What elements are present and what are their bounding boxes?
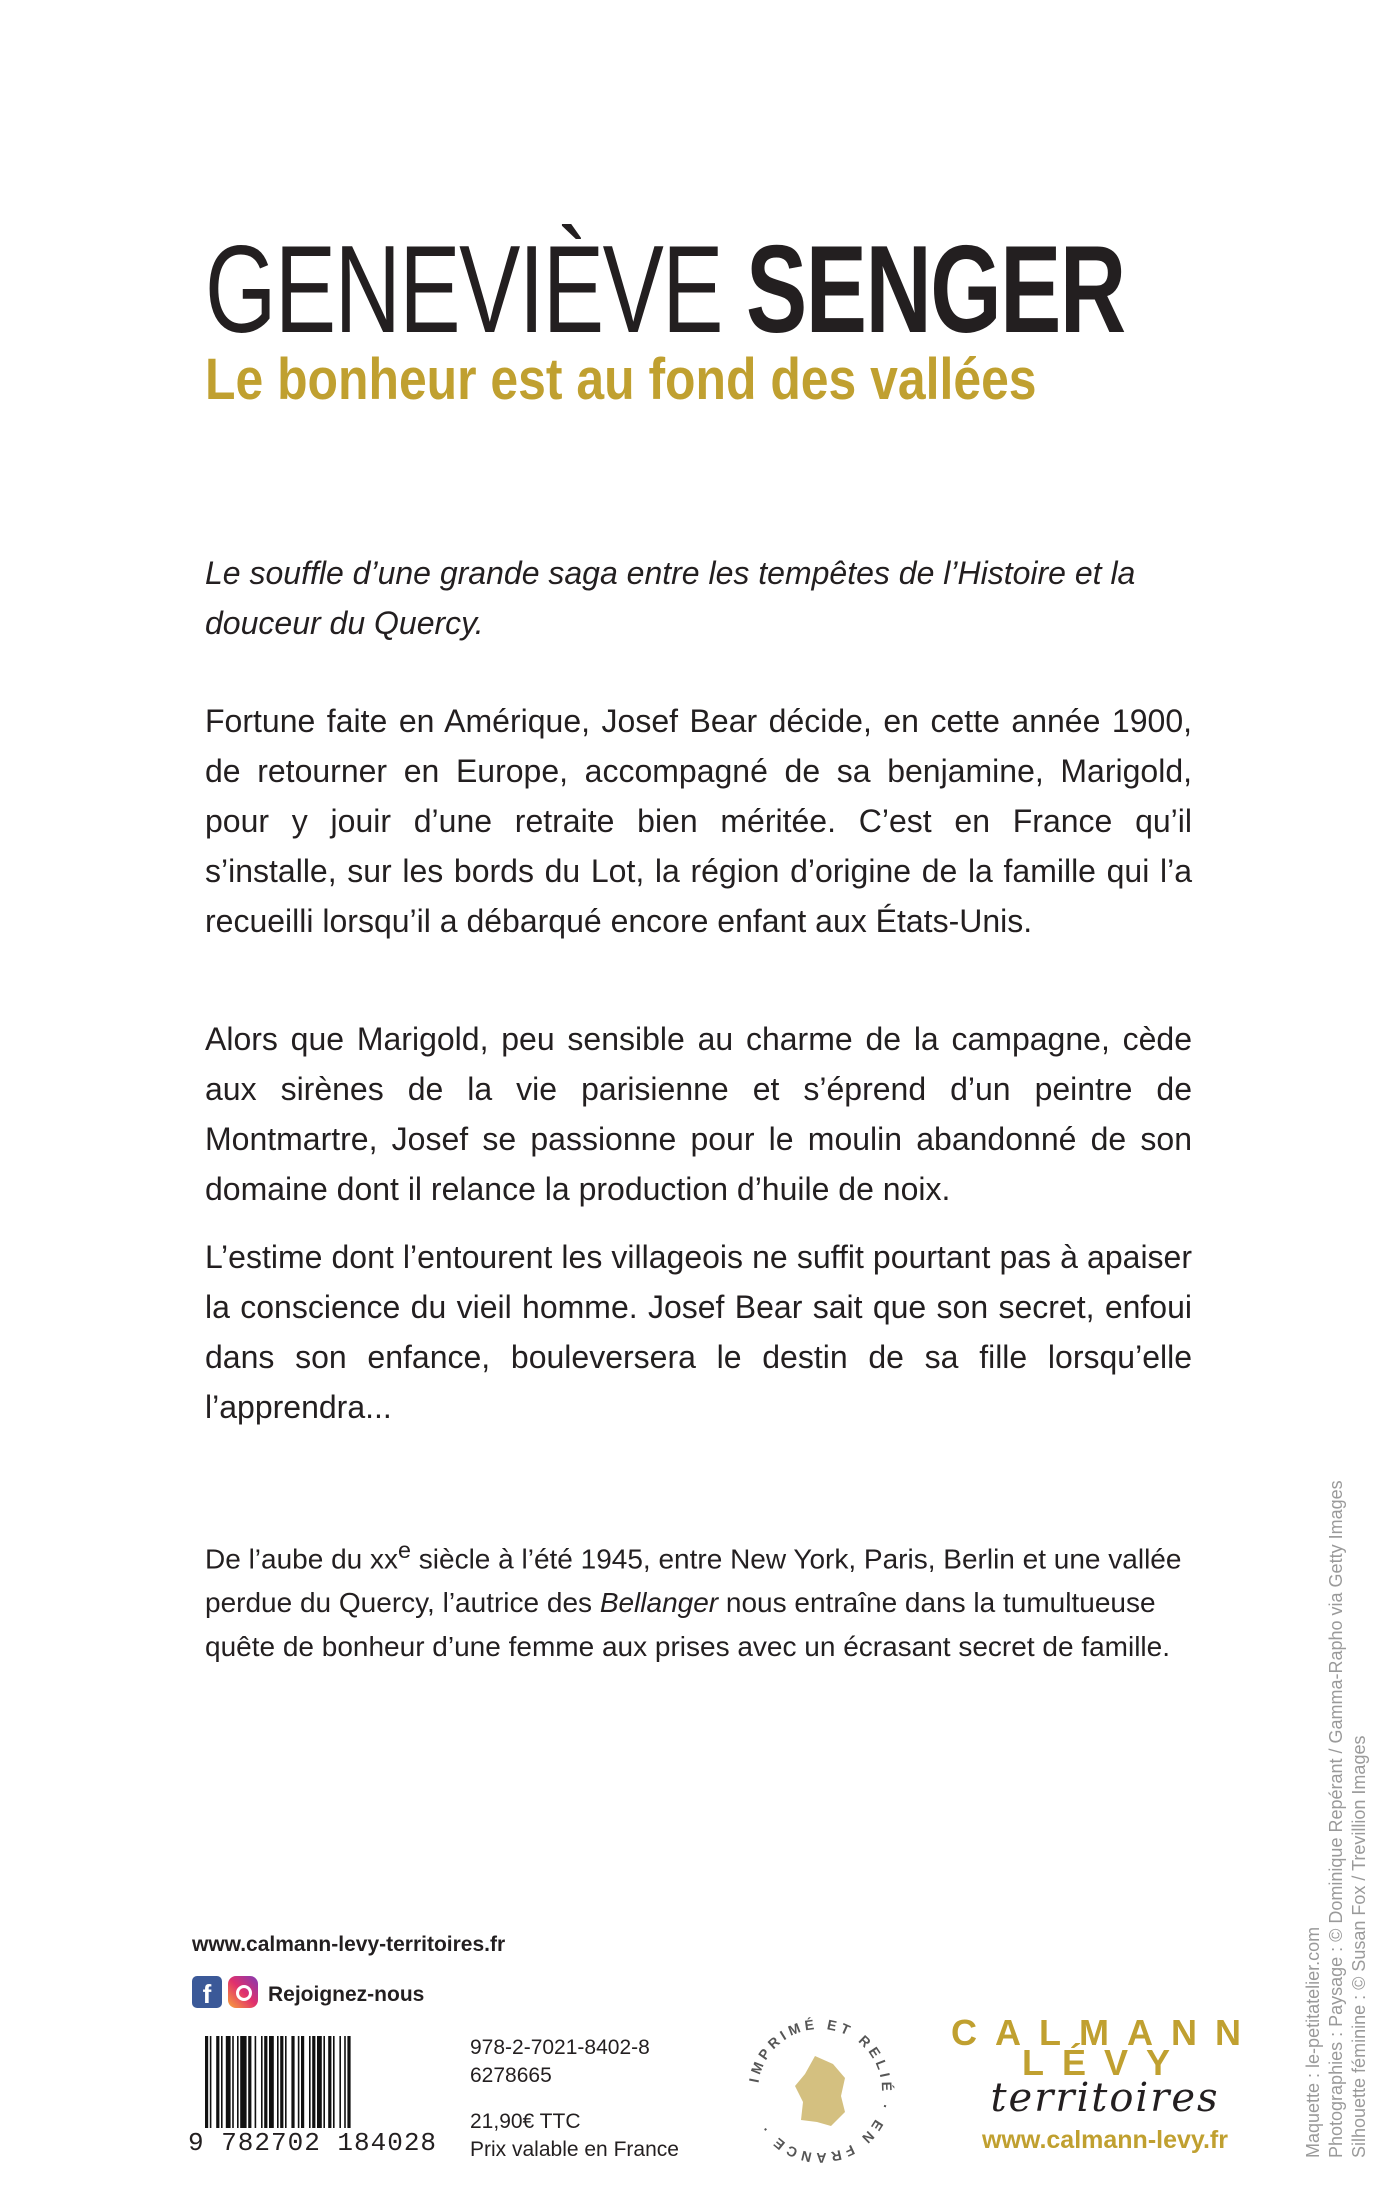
svg-text:IMPRIMÉ ET RELIÉ · EN FRANCE ·: IMPRIMÉ ET RELIÉ · EN FRANCE · bbox=[745, 2016, 895, 2166]
barcode-bar bbox=[255, 2036, 257, 2140]
barcode-bar bbox=[232, 2036, 234, 2140]
publisher-url[interactable]: www.calmann-levy.fr bbox=[982, 2126, 1228, 2154]
france-map-icon bbox=[795, 2056, 845, 2126]
website-link[interactable]: www.calmann-levy-territoires.fr bbox=[192, 1933, 506, 1956]
social-label: Rejoignez-nous bbox=[268, 1983, 425, 2006]
barcode-bar bbox=[291, 2036, 294, 2140]
barcode-bar bbox=[248, 2036, 251, 2140]
barcode-bar bbox=[333, 2036, 335, 2140]
barcode-bar bbox=[323, 2036, 325, 2140]
barcode-bar bbox=[298, 2036, 300, 2140]
photo-credits: Maquette : le-petitatelier.com Photographies : Paysage : © Dominique Repérant / Gamma-Rapho via Getty Images Silhouette féminine : © Susan Fox / Trevillion Images bbox=[1303, 1480, 1369, 2158]
barcode-bar bbox=[309, 2036, 311, 2140]
barcode-bar bbox=[237, 2036, 239, 2140]
barcode-bar bbox=[328, 2036, 331, 2140]
social-links bbox=[192, 1976, 424, 2008]
barcode-bar bbox=[240, 2036, 246, 2140]
price-block: 21,90€ TTC Prix valable en France bbox=[470, 2110, 679, 2161]
book-title: Le bonheur est au fond des vallées bbox=[205, 347, 1037, 412]
barcode-bar bbox=[280, 2036, 283, 2140]
isbn-block: 978-2-7021-8402-8 6278665 bbox=[470, 2036, 650, 2087]
barcode-bar bbox=[277, 2036, 279, 2140]
author-name: GENEVIÈVE SENGER bbox=[205, 221, 1125, 359]
barcode-bar bbox=[269, 2036, 274, 2140]
barcode-bar bbox=[301, 2036, 304, 2140]
barcode-bar bbox=[344, 2036, 346, 2140]
barcode-bar bbox=[347, 2036, 350, 2140]
summary-paragraph: Fortune faite en Amérique, Josef Bear décide, en cette année 1900, de retourner en Europe, accompagné de sa benjamine, Marigold, pour y jouir d’une retraite bien méritée. C’est en France qu’il s’installe, sur les bords du Lot, la région d’origine de la famille qui l’a recueilli lorsqu’il a débarqué encore enfant aux États-Unis. bbox=[205, 703, 1192, 939]
barcode-bar bbox=[221, 2036, 223, 2140]
tagline: Le souffle d’une grande saga entre les tempêtes de l’Histoire et la douceur du Quercy. bbox=[205, 555, 1136, 641]
barcode-bar bbox=[339, 2036, 341, 2140]
barcode bbox=[205, 2036, 445, 2140]
barcode-bar bbox=[317, 2036, 322, 2140]
barcode-bar bbox=[210, 2036, 212, 2140]
instagram-icon[interactable] bbox=[228, 1976, 258, 2008]
barcode-bar bbox=[205, 2036, 208, 2140]
barcode-bar bbox=[312, 2036, 315, 2140]
printed-in-france-seal bbox=[745, 2016, 895, 2166]
facebook-icon[interactable]: f bbox=[192, 1976, 222, 2008]
barcode-digits: 9 782702 184028 bbox=[188, 2128, 438, 2158]
blurb: De l’aube du $xx^e$ siècle à l’été 1945, entre New York, Paris, Berlin et une vallée perdue du Quercy, l’autrice des Bellanger nous entraîne dans la tumultueuse quête de bonheur d’une femme aux prises avec un écrasant secret de famille. bbox=[205, 1537, 1182, 1663]
summary-paragraph: L’estime dont l’entourent les villageois ne suffit pourtant pas à apaiser la conscience du vieil homme. Josef Bear sait que son secret, enfoui dans son enfance, bouleversera le destin de sa fille lorsqu’elle l’apprendra... bbox=[205, 1239, 1192, 1425]
publisher-logo: CALMANN LÉVY territoires www.calmann-levy.fr bbox=[951, 2012, 1259, 2154]
barcode-bar bbox=[285, 2036, 287, 2140]
barcode-bar bbox=[261, 2036, 263, 2140]
barcode-bar bbox=[226, 2036, 231, 2140]
barcode-bar bbox=[264, 2036, 267, 2140]
barcode-bar bbox=[216, 2036, 219, 2140]
summary-paragraph: Alors que Marigold, peu sensible au charme de la campagne, cède aux sirènes de la vie parisienne et s’éprend d’un peintre de Montmartre, Josef se passionne pour le moulin abandonné de son domaine dont il relance la production d’huile de noix. bbox=[205, 1021, 1192, 1207]
